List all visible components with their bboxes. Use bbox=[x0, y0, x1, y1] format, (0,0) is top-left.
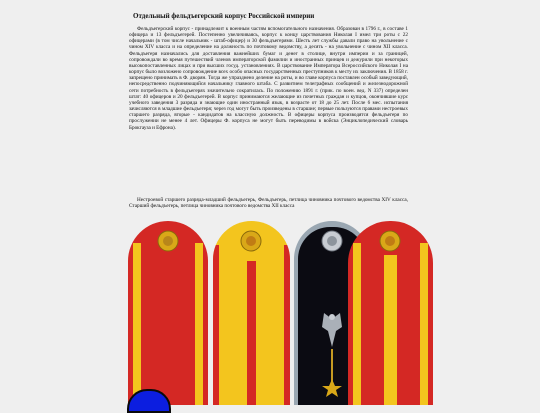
page-title: Отдельный фельдъегерский корпус Российской империи bbox=[133, 12, 315, 20]
silver-button-icon bbox=[322, 231, 342, 251]
shoulder-strap-courier bbox=[213, 221, 290, 405]
gold-button-icon bbox=[241, 231, 261, 251]
shoulder-strap-junior-courier bbox=[128, 221, 208, 405]
article-paragraph: Фельдъегерский корпус - принадлежит к военным частям вспомогательного назначения. Образован в 1796 г., в составе 1 офицера и 13 фельдъегерей. Постепенно увеличиваясь, корпус к концу царствования Николая I имел три роты с 22 офицерами (в том числе начальник - штаб-офицер) и 30 фельдъегерями. Шесть лет службы давали право на увольнение с чином XIV класса и на определение на должность по почтовому ведомству, а десять - на увольнение с чином XII класса. Фельдъегеря назначались для доставления важнейших бумаг и денег в столице, внутри империи и за границей, сопровождали во время путешествий членов императорской фамилии и иностранных принцев и дежурили при некоторых высокопоставленных лицах и при высших госуд. установлениях. В царствование Императора Всероссийского Николая I на корпус было возложено сопровождение всех особо опасных государственных преступников к месту их заключения. В 1858 г. запрещено принимать в Ф. дворян. Тогда же упразднено деление на роты, и во главе корпуса поставлен особый заведующий, непосредственно подчиняющийся начальнику главного штаба. С развитием телеграфных сообщений и железнодорожной сети потребность в фельдъегерях значительно сократилась. По положению 1891 г. (прик. по воен. вед. N 337) определен штат: 40 офицеров и 20 фельдъегерей. В корпус принимаются желающие из почетных граждан и купцов, окончившие курс учебного заведения 3 разряда и знающие один иностранный язык, в возрасте от 18 до 25 лет. После 6 мес. испытания зачисляются в младшие фельдъегеря; через год могут быть произведены в старшие; первые пользуются правами нестроевых старшего разряда, вторые - кандидатов на классную должность. В офицеры корпуса производятся фельдъегеря по прослужении не менее 4 лет. Офицеры Ф. корпуса не могут быть переводимы в войска (Энциклопедический словарь Брокгауза и Ефрона). bbox=[129, 26, 408, 131]
caption-paragraph: Нестроевой старшего разряда-младший фельдъегерь, Фельдъегерь, петлица чиновника почтового ведомства XIV класса, Старший фельдъегерь, петлица чиновника почтового ведомства XII класса bbox=[129, 197, 408, 210]
shoulder-strap-senior-courier bbox=[348, 221, 433, 405]
gold-button-icon bbox=[158, 231, 178, 251]
gold-button-icon bbox=[380, 231, 400, 251]
